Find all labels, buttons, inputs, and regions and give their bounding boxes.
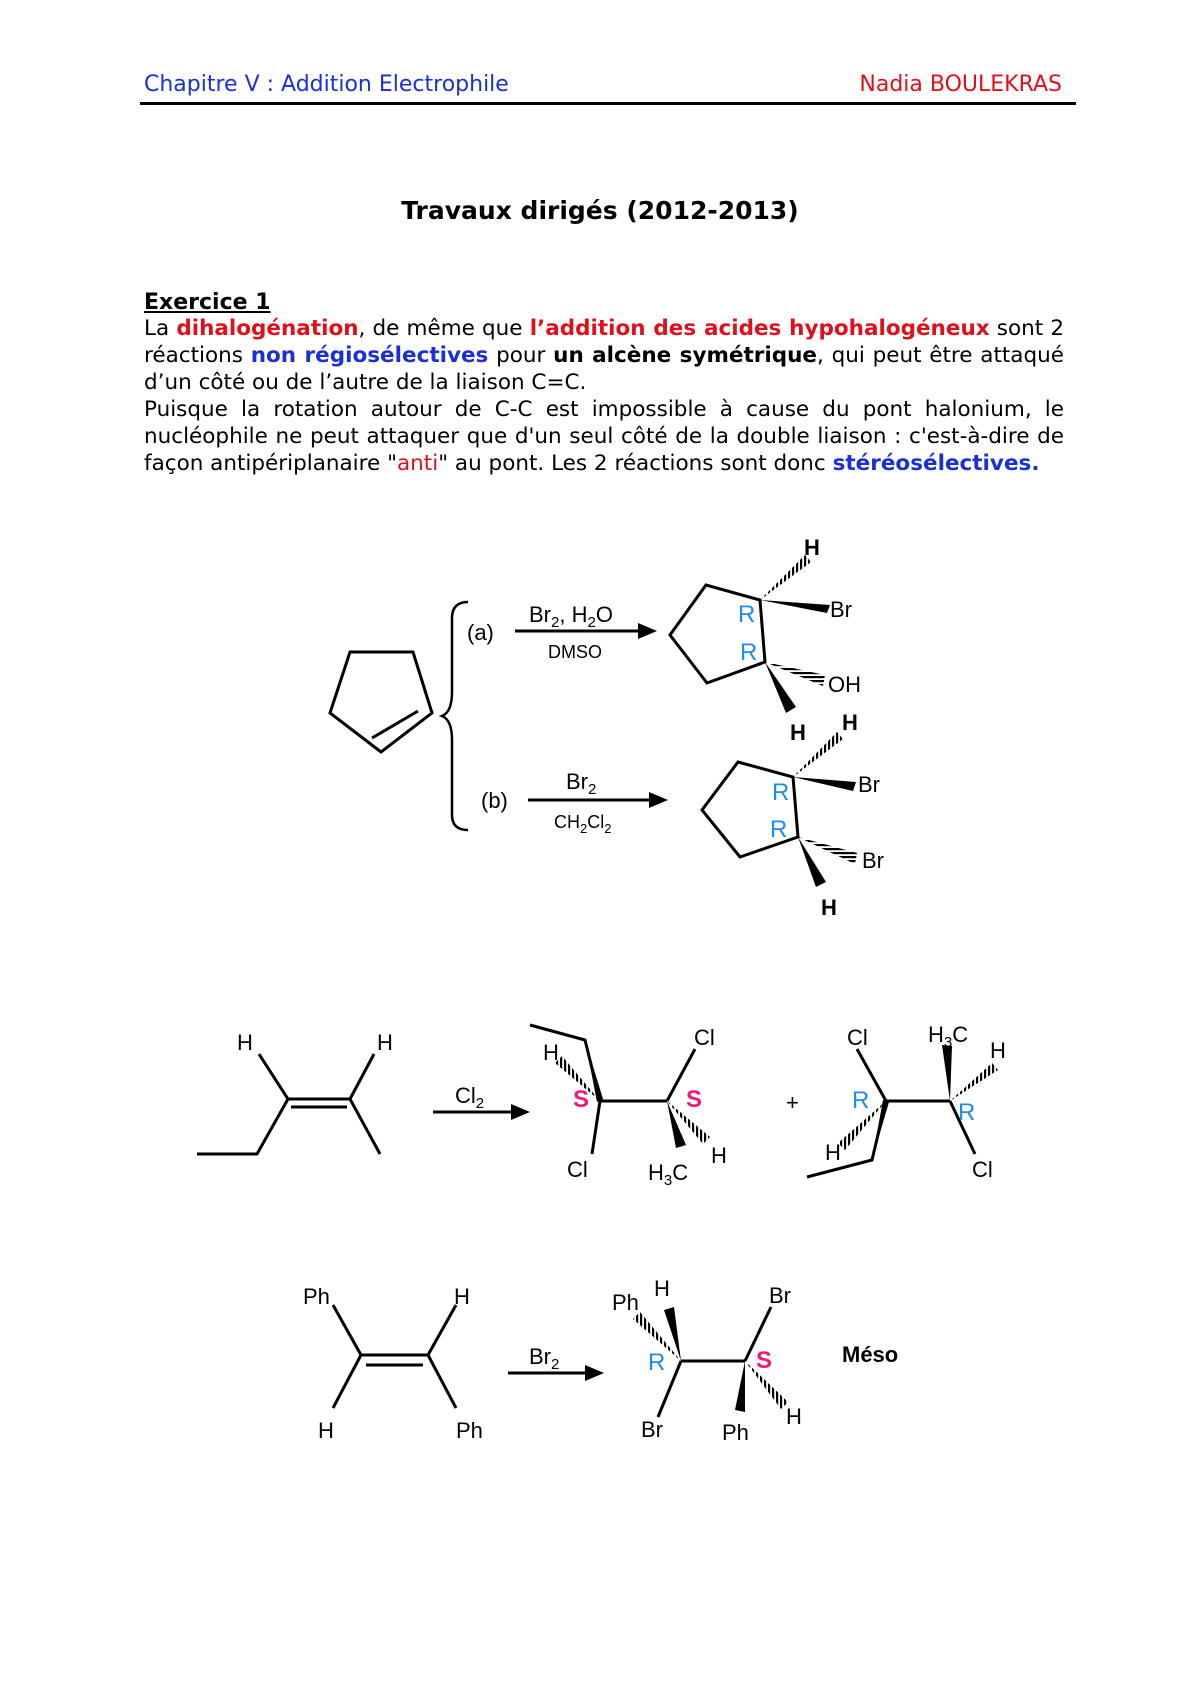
s3-h-top: H — [654, 1276, 670, 1301]
bond-h-right — [350, 1054, 374, 1099]
term-dihalogenation: dihalogénation — [176, 316, 359, 341]
route-b-label: (b) — [481, 788, 508, 813]
page-title: Travaux dirigés (2012-2013) — [401, 196, 799, 225]
pa-config-bottom: R — [740, 639, 758, 666]
p1-cl-bottom: Cl — [567, 1157, 588, 1182]
p1-h-right: H — [711, 1143, 727, 1168]
chapter-title: Chapitre V : Addition Electrophile — [144, 72, 509, 97]
author-name: Nadia BOULEKRAS — [859, 72, 1062, 97]
p1-ch3: $H_3C$ — [648, 1160, 689, 1189]
stilbene-ph-top: Ph — [303, 1284, 330, 1309]
term-anti: anti — [396, 451, 439, 476]
text-run: Puisque la rotation autour de C-C est impossible à cause du pont halonium, le nucléophile ne peut attaquer que d'un seul côté de la double liaison : c'est-à-dire de façon antipériplanaire " — [144, 397, 1064, 476]
pb-h-top: H — [842, 710, 858, 735]
arrow-br2-head — [585, 1365, 604, 1381]
bond-ph-bottom — [428, 1355, 456, 1408]
text-run: " au pont. Les 2 réactions sont donc — [438, 451, 833, 476]
s3-ph-bottom: Ph — [722, 1420, 749, 1445]
solvent-b: $CH_2Cl_2$ — [554, 812, 612, 836]
product-a-ring — [670, 585, 765, 683]
p2-h-left: H — [825, 1140, 841, 1165]
text-run: La — [144, 316, 177, 341]
pa-br: Br — [830, 597, 852, 622]
wedge-a-br — [760, 600, 830, 613]
term-non-regioselective: non régiosélectives — [250, 343, 489, 368]
s3-h-right: H — [786, 1404, 802, 1429]
bond-ph-top — [333, 1305, 361, 1355]
s3-ph: Ph — [612, 1290, 639, 1315]
arrow-b-head — [649, 792, 668, 808]
p1-bond-cl-bottom — [592, 1101, 600, 1154]
scheme-labels — [237, 535, 1006, 1445]
p1-h: H — [543, 1040, 559, 1065]
bond-h-bottom — [333, 1355, 361, 1408]
p1-wedge-ch3 — [667, 1101, 686, 1148]
route-a-label: (a) — [467, 620, 494, 645]
double-bond — [372, 711, 418, 738]
reagent-b: $Br_2$ — [566, 769, 597, 798]
p2-config-left: R — [852, 1087, 870, 1114]
butene-skeleton — [197, 1099, 380, 1154]
s3-wedge-ph — [735, 1361, 745, 1412]
text-run: , qui peut être attaqué d’un côté ou de l’autre de la liaison C=C. — [144, 343, 1064, 395]
p2-h-top: H — [990, 1038, 1006, 1063]
stilbene-h-bottom: H — [318, 1418, 334, 1443]
pa-h-top: H — [804, 535, 820, 560]
p1-config-left: S — [573, 1086, 590, 1113]
reagent-br2: $Br_2$ — [529, 1344, 560, 1373]
term-symmetric-alkene: un alcène symétrique — [553, 343, 817, 368]
cyclopentene-ring — [330, 652, 432, 752]
exercise-heading: Exercice 1 — [144, 290, 271, 315]
pb-config-top: R — [772, 779, 790, 806]
bond-h-top — [428, 1305, 456, 1355]
reagent-a: $Br_2$, $H_2O$ — [529, 602, 613, 631]
p2-config-right: R — [958, 1099, 976, 1126]
pb-br-top: Br — [858, 772, 880, 797]
p2-hash-h-top — [950, 1063, 998, 1101]
p1-config-right: S — [686, 1086, 703, 1113]
term-stereoselective: stéréosélectives. — [832, 451, 1040, 476]
p2-wedge-ch3 — [942, 1045, 952, 1101]
reagent-cl2: $Cl_2$ — [455, 1083, 485, 1112]
alkene-h-right: H — [377, 1030, 393, 1055]
p1-cl-top: Cl — [694, 1025, 715, 1050]
plus-sign: + — [786, 1090, 799, 1115]
pa-h-bottom: H — [790, 720, 806, 745]
p2-ch3: $H_3C$ — [928, 1022, 969, 1051]
pb-config-bottom: R — [770, 816, 788, 843]
s3-config-right: S — [756, 1347, 773, 1374]
text-run: sont 2 réactions — [144, 316, 1065, 368]
stilbene-h-top: H — [454, 1284, 470, 1309]
p2-wedge-ethyl — [872, 1100, 889, 1160]
term-hypohalogenous-addition: l’addition des acides hypohalogéneux — [529, 316, 990, 341]
s3-br-top: Br — [769, 1283, 791, 1308]
s3-config-left: R — [648, 1349, 666, 1376]
wedge-b-br — [793, 777, 856, 791]
solvent-a: DMSO — [548, 642, 602, 662]
arrow-a-head — [638, 623, 657, 639]
bond-h-left — [259, 1054, 288, 1099]
text-run: pour — [488, 343, 554, 368]
alkene-h-left: H — [237, 1030, 253, 1055]
p2-cl-top: Cl — [847, 1025, 868, 1050]
pb-br-bottom: Br — [862, 848, 884, 873]
pb-h-bottom: H — [821, 895, 837, 920]
p2-cl-bottom: Cl — [972, 1157, 993, 1182]
brace — [442, 602, 468, 830]
text-run: , de même que — [358, 316, 530, 341]
arrow-cl2-head — [511, 1104, 530, 1120]
pa-config-top: R — [738, 601, 756, 628]
meso-label: Méso — [842, 1342, 899, 1367]
stilbene-ph-bottom: Ph — [456, 1418, 483, 1443]
hash-a-h — [760, 555, 811, 600]
pa-oh: OH — [828, 672, 861, 697]
s3-br-bottom: Br — [641, 1417, 663, 1442]
